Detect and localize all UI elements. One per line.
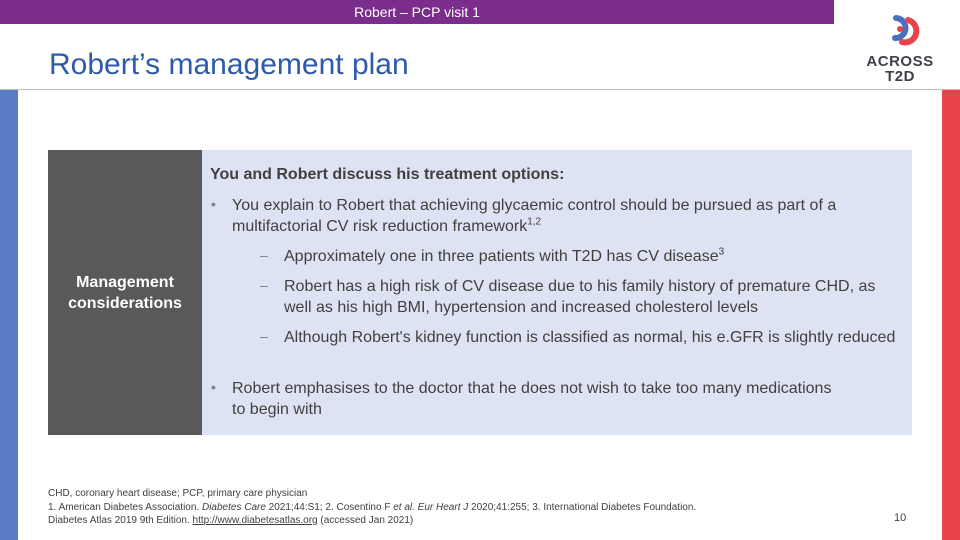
ref-text: 2020;41:255; 3. International Diabetes Foundation. — [468, 501, 697, 513]
page-title: Robert’s management plan — [49, 48, 409, 81]
ref-text: 2021;44:S1; 2. Cosentino F — [265, 501, 394, 513]
sub-item-1-ref: 3 — [718, 246, 725, 258]
ref-journal: et al. Eur Heart J — [393, 501, 469, 513]
diabetes-atlas-link[interactable]: http://www.diabetesatlas.org — [192, 515, 318, 526]
bullet-item-1-text: You explain to Robert that achieving glycaemic control should be pursued as part of a multifactorial CV risk reduction framework — [232, 197, 837, 235]
section-label-line1: Management — [76, 274, 174, 291]
title-divider — [0, 89, 960, 90]
logo-mark-icon — [862, 12, 938, 52]
logo-text-across: ACROSS — [866, 53, 934, 70]
across-t2d-logo — [862, 12, 938, 84]
page-number: 10 — [894, 512, 907, 524]
sub-item-2: Robert has a high risk of CV disease due to his family history of premature CHD, as well as his high BMI, hypertension and increased cholesterol levels — [284, 278, 876, 316]
ref-text: (accessed Jan 2021) — [317, 515, 414, 526]
footnotes — [48, 487, 808, 528]
bullet-marker: • — [211, 379, 216, 395]
bullet-marker: • — [211, 196, 216, 212]
ref-text: 1. American Diabetes Association. — [48, 501, 202, 513]
abbreviations: CHD, coronary heart disease; PCP, primary care physician — [48, 488, 308, 499]
sub-item-1 — [284, 246, 904, 267]
sub-item-1-text: Approximately one in three patients with T2D has CV disease — [284, 248, 719, 265]
section-label — [48, 272, 202, 314]
bullet-item-1-ref: 1,2 — [527, 216, 542, 228]
left-accent-stripe — [0, 90, 18, 540]
references-line2 — [48, 514, 808, 528]
sub-bullet-marker: – — [260, 247, 268, 263]
logo-text-t2d: T2D — [885, 68, 915, 85]
content-panel — [202, 150, 912, 435]
ref-text: Diabetes Atlas 2019 9th Edition. — [48, 515, 193, 526]
references-line1 — [48, 501, 808, 515]
section-label-panel — [48, 150, 202, 435]
ref-journal: Diabetes Care — [201, 501, 266, 513]
sub-item-3: Although Robert's kidney function is classified as normal, his e.GFR is slightly reduced — [284, 329, 896, 346]
section-label-line2: considerations — [68, 295, 182, 312]
right-accent-stripe — [942, 90, 960, 540]
content-heading: You and Robert discuss his treatment options: — [210, 166, 565, 183]
context-label: Robert – PCP visit 1 — [354, 4, 480, 20]
sub-bullet-marker: – — [260, 328, 268, 344]
bullet-item-2: Robert emphasises to the doctor that he does not wish to take too many medications to begin with — [232, 380, 832, 418]
sub-bullet-marker: – — [260, 277, 268, 293]
bullet-item-1 — [232, 195, 904, 237]
